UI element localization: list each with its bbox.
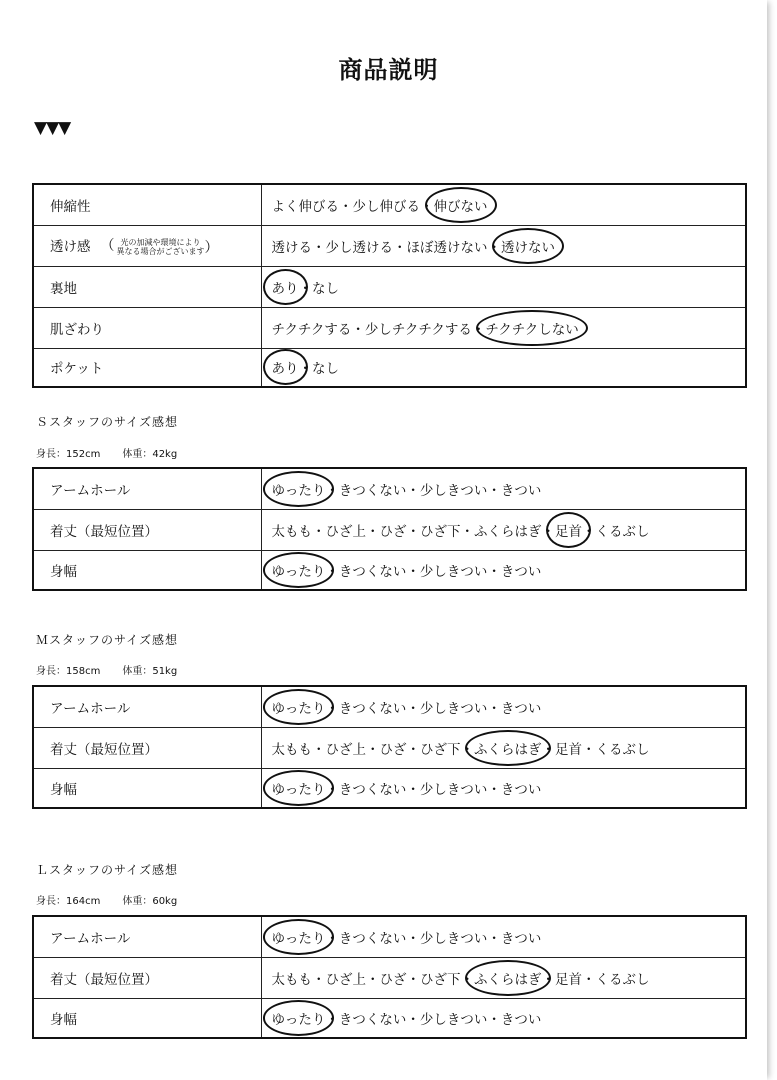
row-options xyxy=(261,307,746,348)
option-separator: ・ xyxy=(541,741,555,758)
row-label xyxy=(33,225,261,266)
row-label: アームホール xyxy=(33,468,261,509)
row-label: 身幅 xyxy=(33,768,261,808)
option: ひざ下 xyxy=(420,523,461,540)
staff-l-size-table xyxy=(32,915,747,1039)
option: 太もも xyxy=(271,741,312,758)
option: きつい xyxy=(500,482,542,499)
option-separator: ・ xyxy=(471,321,486,338)
selection-circle xyxy=(263,471,335,507)
option: ひざ xyxy=(379,523,407,540)
option-separator: ・ xyxy=(460,523,474,540)
staff-m-stats xyxy=(36,662,199,677)
option: なし xyxy=(312,361,339,378)
row-options xyxy=(261,998,746,1038)
selected-option: ゆったり xyxy=(272,927,326,947)
staff-s-size-table xyxy=(32,467,747,591)
option-separator: ・ xyxy=(325,781,339,798)
row-label: アームホール xyxy=(33,686,261,727)
option-separator: ・ xyxy=(406,482,420,499)
staff-m-size-table xyxy=(32,685,747,809)
table-row xyxy=(33,727,746,768)
row-options xyxy=(261,184,746,225)
option: きつくない xyxy=(338,700,407,717)
table-row xyxy=(33,768,746,808)
table-row xyxy=(33,916,746,957)
label-note: （ xyxy=(100,238,115,254)
option-separator: ・ xyxy=(406,563,420,580)
selection-circle xyxy=(263,552,335,588)
table-row xyxy=(33,468,746,509)
option: チクチクする xyxy=(271,321,352,338)
selection-circle xyxy=(492,228,564,264)
selected-option: あり xyxy=(272,277,299,297)
row-options xyxy=(261,509,746,550)
option: 少しきつい xyxy=(419,1011,488,1028)
option: きつい xyxy=(500,781,542,798)
row-options xyxy=(261,916,746,957)
row-label: アームホール xyxy=(33,916,261,957)
option-separator: ・ xyxy=(351,321,365,338)
option-separator: ・ xyxy=(406,781,420,798)
page-title: 商品説明 xyxy=(338,56,439,84)
option-separator: ・ xyxy=(406,971,420,988)
option: 少しきつい xyxy=(419,930,488,947)
option: 少しチクチクする xyxy=(364,321,472,338)
selection-circle xyxy=(263,1000,335,1036)
option: 少し透ける xyxy=(325,239,393,256)
option: ひざ上 xyxy=(325,971,366,988)
staff-s-title: Ｓスタッフのサイズ感想 xyxy=(36,415,179,429)
option: きつい xyxy=(500,700,542,717)
selection-circle xyxy=(263,919,335,955)
selected-option: ふくらはぎ xyxy=(474,738,542,758)
selection-circle xyxy=(263,689,335,725)
option-separator: ・ xyxy=(339,198,353,215)
selected-option: ふくらはぎ xyxy=(474,968,542,988)
option-separator: ・ xyxy=(366,741,380,758)
option: 太もも xyxy=(271,523,312,540)
option: ひざ xyxy=(379,971,407,988)
row-options xyxy=(261,225,746,266)
staff-s-stats xyxy=(36,445,199,460)
option-separator: ・ xyxy=(312,971,326,988)
row-options xyxy=(261,768,746,808)
table-row xyxy=(33,225,746,266)
option-separator: ・ xyxy=(406,741,420,758)
option: 太もも xyxy=(271,971,312,988)
staff-height: 身長：152cm xyxy=(36,449,101,460)
option-separator: ・ xyxy=(487,482,501,499)
staff-m-title: Ｍスタッフのサイズ感想 xyxy=(36,633,179,647)
option: ひざ上 xyxy=(325,741,366,758)
table-row xyxy=(33,509,746,550)
staff-l-title: Ｌスタッフのサイズ感想 xyxy=(36,863,179,877)
option-separator: ・ xyxy=(298,280,312,297)
row-options xyxy=(261,348,746,387)
table-row xyxy=(33,957,746,998)
selection-circle xyxy=(465,730,551,766)
option-separator: ・ xyxy=(406,930,420,947)
triangle-down-icons: ▼▼▼ xyxy=(34,118,71,138)
row-label: 身幅 xyxy=(33,550,261,590)
option-separator: ・ xyxy=(312,523,326,540)
selected-option: チクチクしない xyxy=(485,318,578,338)
table-row xyxy=(33,184,746,225)
option: ひざ上 xyxy=(325,523,366,540)
option: 透ける xyxy=(271,239,312,256)
option-separator: ・ xyxy=(312,239,326,256)
selection-circle xyxy=(465,960,551,996)
staff-height: 身長：158cm xyxy=(36,666,101,677)
selection-circle xyxy=(425,187,497,223)
option: 少しきつい xyxy=(419,700,488,717)
row-options xyxy=(261,686,746,727)
row-label: 肌ざわり xyxy=(33,307,261,348)
option: きつくない xyxy=(338,482,407,499)
selected-option: ゆったり xyxy=(272,778,326,798)
option-separator: ・ xyxy=(406,700,420,717)
option-separator: ・ xyxy=(325,1011,339,1028)
option-separator: ・ xyxy=(325,482,339,499)
label-note-text: 光の加減や環境により 異なる場合がございます xyxy=(116,237,205,256)
selected-option: ゆったり xyxy=(272,479,326,499)
option-separator: ・ xyxy=(487,781,501,798)
staff-weight: 体重：60kg xyxy=(122,896,178,907)
option-separator: ・ xyxy=(325,930,339,947)
option-separator: ・ xyxy=(366,523,380,540)
option-separator: ・ xyxy=(541,971,555,988)
option: くるぶし xyxy=(595,741,650,758)
row-options xyxy=(261,266,746,307)
option: 少しきつい xyxy=(419,781,488,798)
selection-circle xyxy=(263,770,335,806)
option-separator: ・ xyxy=(420,198,434,215)
option: 少しきつい xyxy=(419,482,488,499)
row-options xyxy=(261,727,746,768)
selection-circle xyxy=(476,310,587,346)
option: 足首 xyxy=(555,741,582,758)
selected-option: 足首 xyxy=(555,520,582,540)
selected-option: ゆったり xyxy=(272,560,326,580)
row-options xyxy=(261,957,746,998)
option-separator: ・ xyxy=(460,971,474,988)
option: きつくない xyxy=(338,781,407,798)
option: ひざ xyxy=(379,741,407,758)
option: 少しきつい xyxy=(419,563,488,580)
option: よく伸びる xyxy=(271,198,339,215)
selected-option: 透けない xyxy=(501,236,555,256)
selected-option: あり xyxy=(272,357,299,377)
option: くるぶし xyxy=(595,971,650,988)
table-row xyxy=(33,348,746,387)
fabric-spec-table xyxy=(32,183,747,388)
option-separator: ・ xyxy=(406,1011,420,1028)
row-options xyxy=(261,468,746,509)
option: きつくない xyxy=(338,1011,407,1028)
option: きつい xyxy=(500,563,542,580)
label-text: 透け感 xyxy=(50,238,91,255)
option: くるぶし xyxy=(595,523,650,540)
option-separator: ・ xyxy=(487,700,501,717)
option: 少し伸びる xyxy=(352,198,420,215)
option-separator: ・ xyxy=(487,563,501,580)
table-row xyxy=(33,686,746,727)
option-separator: ・ xyxy=(487,1011,501,1028)
staff-weight: 体重：51kg xyxy=(122,666,178,677)
option-separator: ・ xyxy=(582,971,596,988)
option-separator: ・ xyxy=(325,563,339,580)
option: なし xyxy=(312,280,339,297)
option-separator: ・ xyxy=(487,930,501,947)
staff-height: 身長：164cm xyxy=(36,896,101,907)
option-separator: ・ xyxy=(325,700,339,717)
row-label: 身幅 xyxy=(33,998,261,1038)
row-label: 着丈（最短位置） xyxy=(33,727,261,768)
row-label: 裏地 xyxy=(33,266,261,307)
option-separator: ・ xyxy=(298,361,312,378)
option-separator: ・ xyxy=(406,523,420,540)
option: ふくらはぎ xyxy=(474,523,542,540)
selected-option: ゆったり xyxy=(272,1008,326,1028)
table-row xyxy=(33,550,746,590)
staff-l-stats xyxy=(36,892,199,907)
option: きつい xyxy=(500,1011,542,1028)
option: きつくない xyxy=(338,563,407,580)
option: きつい xyxy=(500,930,542,947)
option: ほぼ透けない xyxy=(406,239,488,256)
option: きつくない xyxy=(338,930,407,947)
selected-option: 伸びない xyxy=(434,195,488,215)
row-label: 着丈（最短位置） xyxy=(33,957,261,998)
option-separator: ・ xyxy=(312,741,326,758)
option-separator: ・ xyxy=(460,741,474,758)
option-separator: ・ xyxy=(487,239,501,256)
staff-weight: 体重：42kg xyxy=(122,449,178,460)
table-row xyxy=(33,307,746,348)
option-separator: ・ xyxy=(393,239,407,256)
table-row xyxy=(33,998,746,1038)
option: ひざ下 xyxy=(420,971,461,988)
row-options xyxy=(261,550,746,590)
option-separator: ・ xyxy=(541,523,555,540)
table-row xyxy=(33,266,746,307)
row-label: ポケット xyxy=(33,348,261,387)
selected-option: ゆったり xyxy=(272,697,326,717)
option-separator: ・ xyxy=(582,741,596,758)
option: ひざ下 xyxy=(420,741,461,758)
option-separator: ・ xyxy=(366,971,380,988)
option-separator: ・ xyxy=(582,523,596,540)
row-label: 着丈（最短位置） xyxy=(33,509,261,550)
row-label: 伸縮性 xyxy=(33,184,261,225)
label-note-close: ） xyxy=(204,239,219,256)
option: 足首 xyxy=(555,971,582,988)
